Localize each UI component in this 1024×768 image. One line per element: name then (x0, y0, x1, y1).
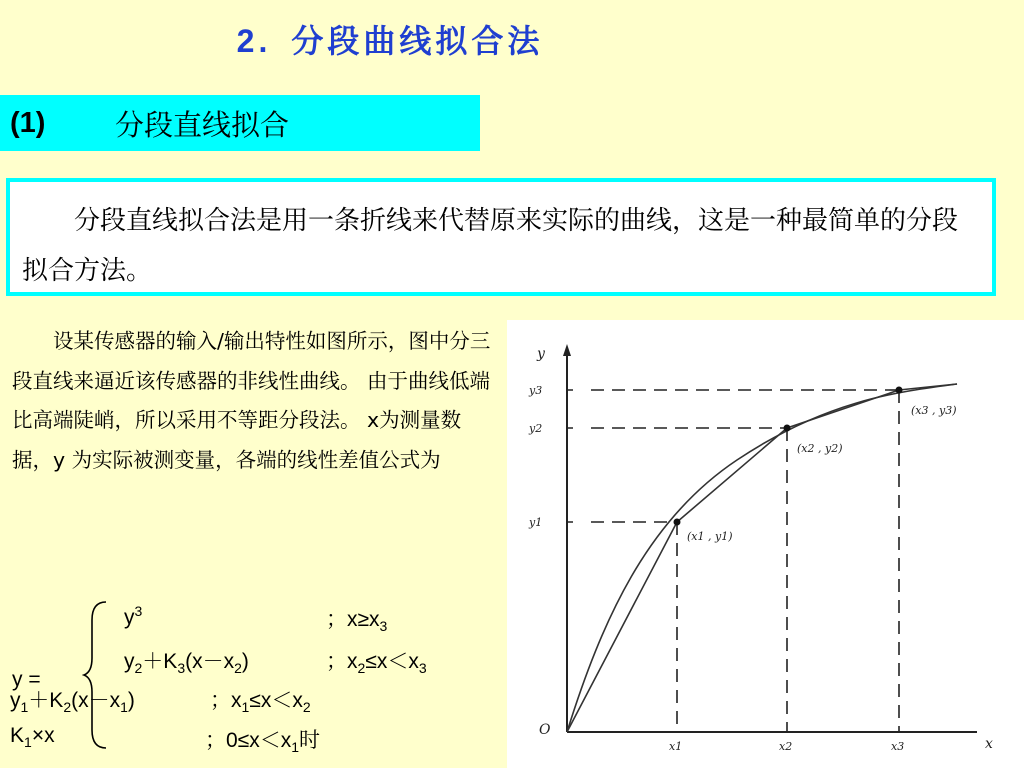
section-title: 分段直线拟合 (115, 107, 290, 142)
formula-expr: $K_1\times x$ (10, 724, 55, 751)
slide-title (0, 16, 780, 62)
body-paragraph: 设某传感器的输入/输出特性如图所示，图中分三段直线来逼近该传感器的非线性曲线。 由于曲线低端比高端陡峭，所以采用不等距分段法。 x为测量数据，y 为实际被测变量，各端的线性差值公式为 (12, 329, 491, 472)
x-tick-label: x1 (669, 740, 683, 753)
title-number: 2. (236, 23, 272, 59)
x-tick-label: x3 (891, 740, 905, 753)
formula-cond: ；$x_2\le x<x_3$ (326, 650, 427, 677)
section-heading-bar (0, 95, 480, 151)
point-1 (674, 519, 681, 526)
left-brace (82, 600, 112, 750)
formula-expr: $y_2+K_3(x-x_2)$ (124, 650, 249, 677)
formula-lhs: y = (12, 668, 41, 691)
definition-box (6, 178, 996, 296)
point-3 (896, 387, 903, 394)
point-label: (x2 , y2) (797, 442, 843, 455)
formula-cond: ；$x\ge x_3$ (326, 608, 388, 635)
y-tick-label: y3 (529, 384, 543, 397)
formula-cond: ；$0\le x<x_1$时 (205, 729, 321, 756)
title-text: 分段曲线拟合法 (291, 22, 544, 60)
point-label: (x1 , y1) (687, 530, 733, 543)
point-label: (x3 , y3) (911, 404, 957, 417)
y-axis-label: y (537, 346, 545, 362)
x-axis-label: x (985, 736, 993, 752)
graph-svg (507, 320, 1024, 768)
point-2 (784, 425, 791, 432)
definition-text: 分段直线拟合法是用一条折线来代替原来实际的曲线，这是一种最简单的分段拟合方法。 (22, 206, 959, 286)
y-tick-label: y1 (529, 516, 543, 529)
y-axis-arrow (563, 344, 571, 356)
x-tick-label: x2 (779, 740, 793, 753)
formula-expr: $y_1+K_2(x-x_1)$ (10, 689, 135, 716)
formula-expr: $y^3$ (124, 603, 143, 629)
piecewise-graph (507, 320, 1024, 768)
section-number: (1) (10, 106, 46, 139)
formula-cond: ；$x_1\le x<x_2$ (210, 689, 311, 716)
origin-label: O (539, 722, 551, 738)
y-tick-label: y2 (529, 422, 543, 435)
